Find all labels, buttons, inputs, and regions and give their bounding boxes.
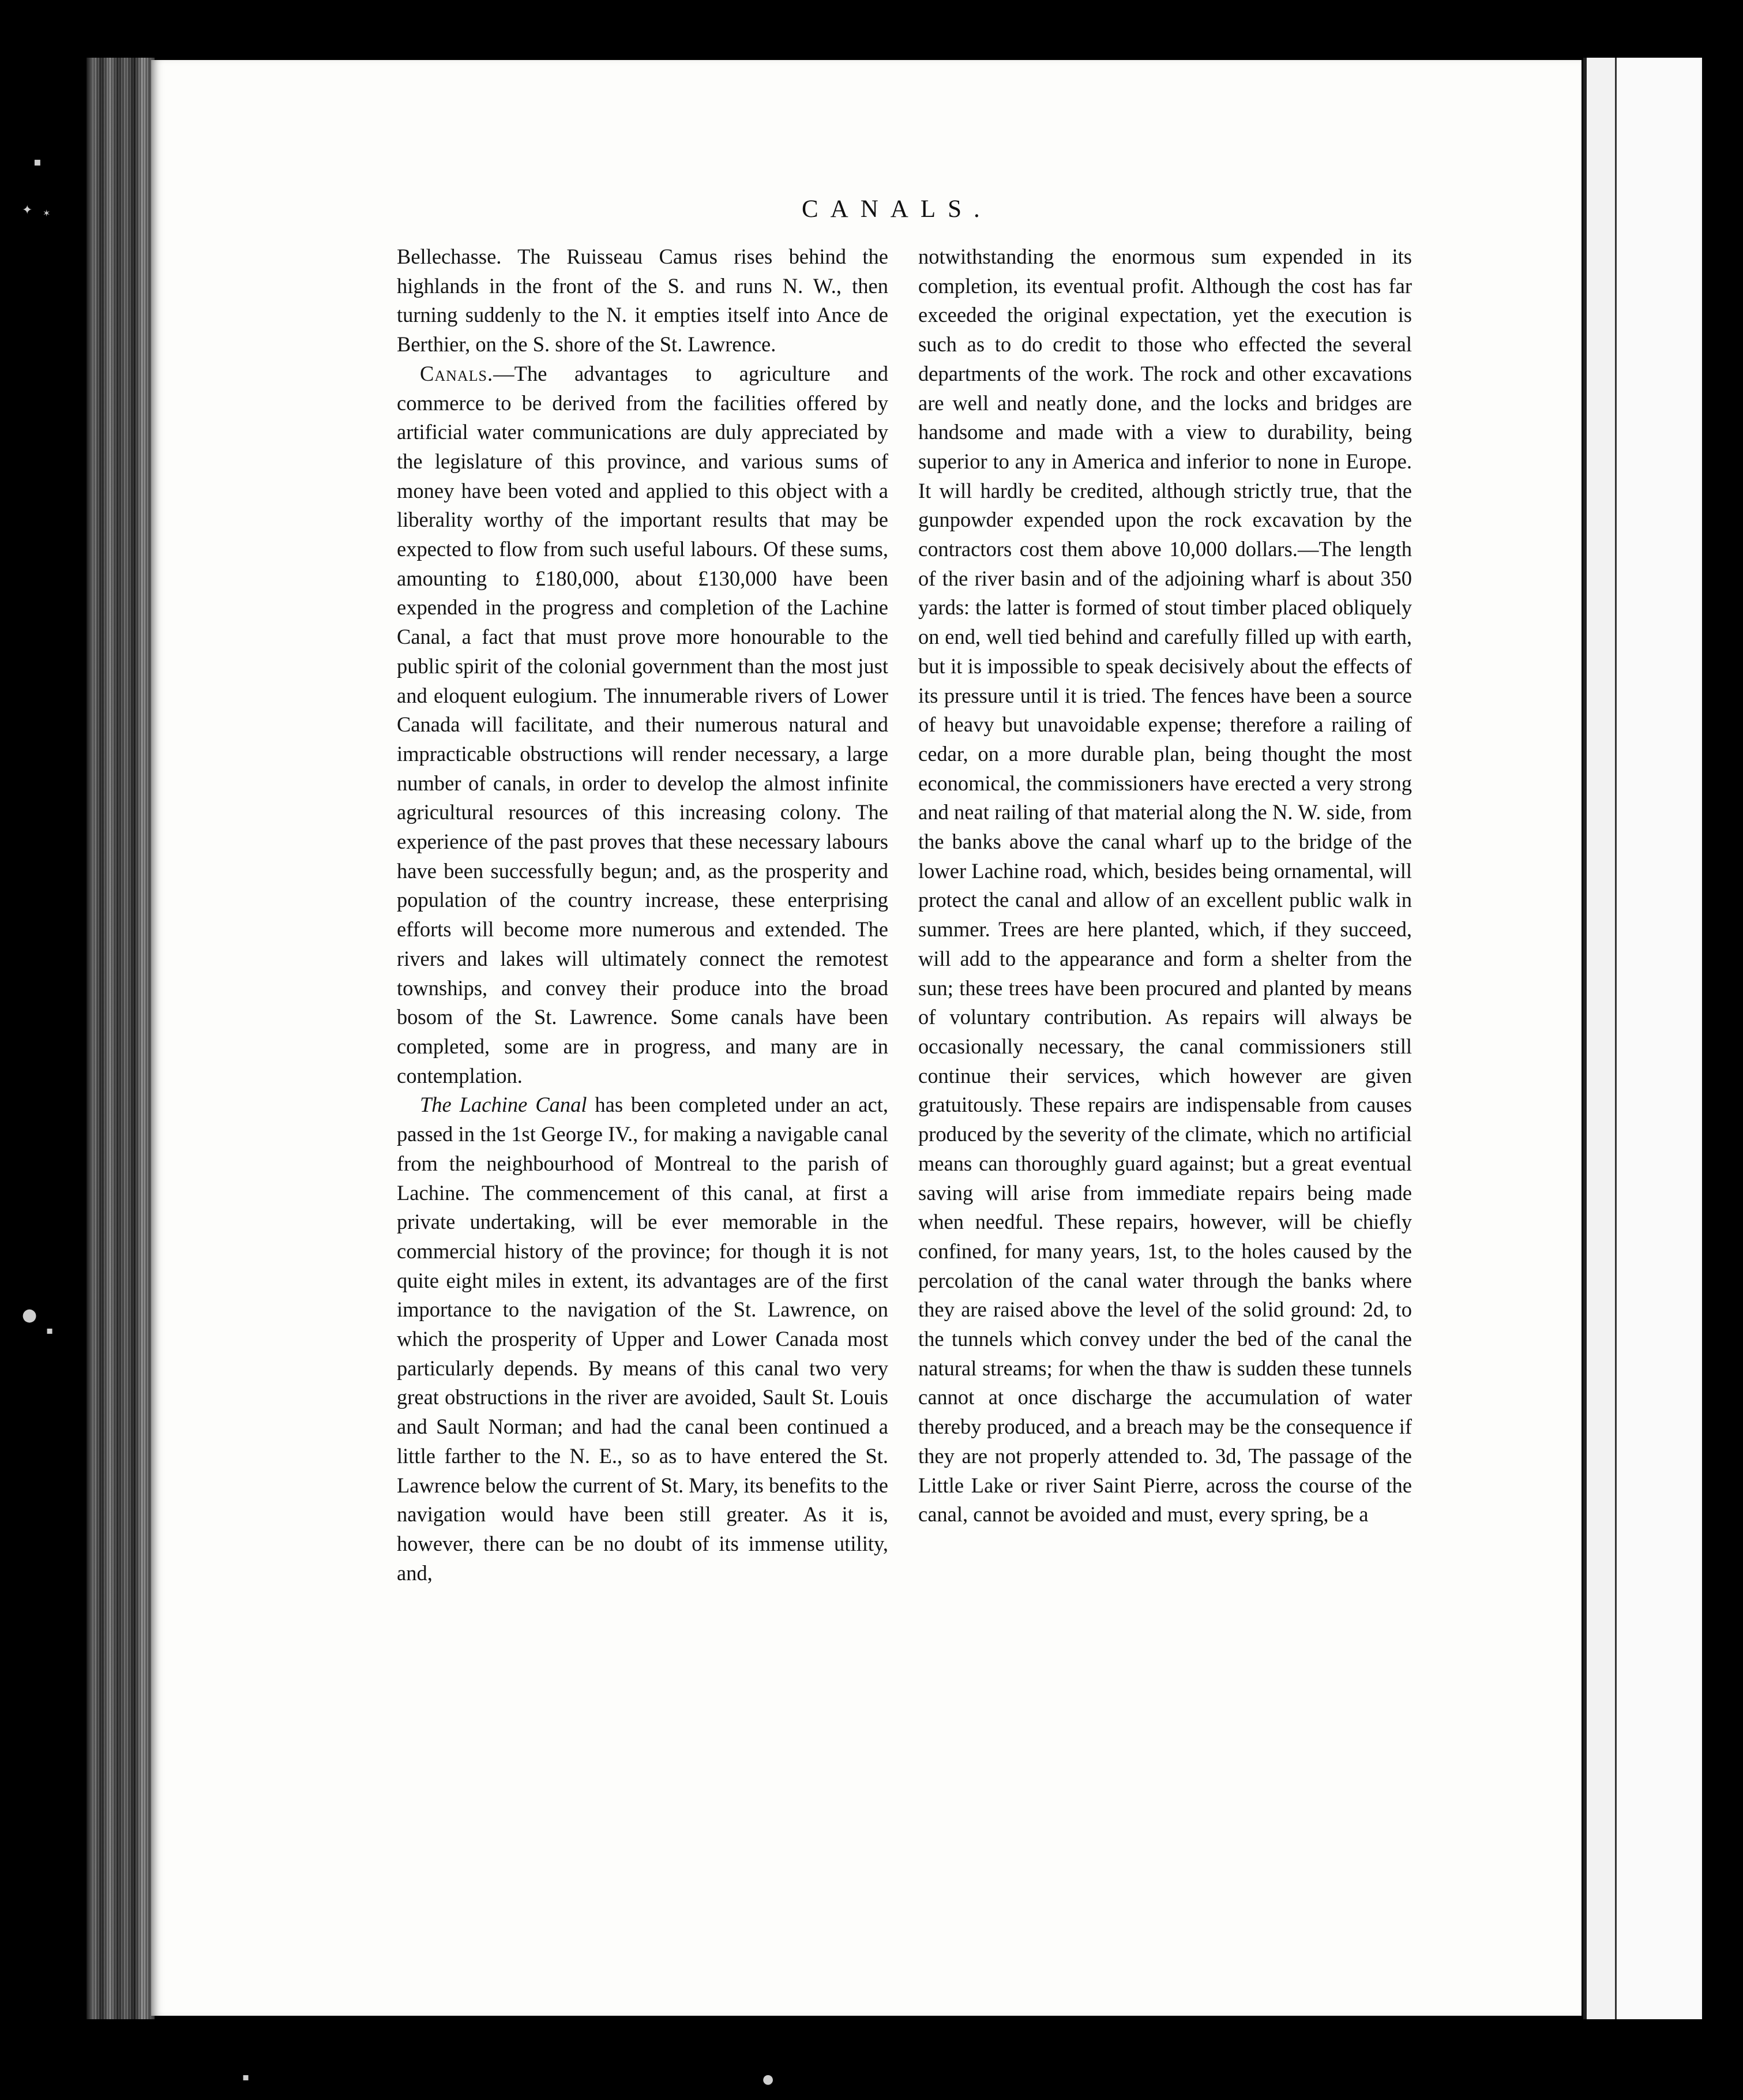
paragraph-text: has been completed under an act, passed in the 1st George IV., for making a navigable canal from the neighbourhood of Montreal to the parish of Lachine. The commencement of this canal, at first a private undertaking, will be ever memorable in the commercial history of the province; for though it is not quite eight miles in extent, its advantages are of the first importance to the navigation of the St. Lawrence, on which the prosperity of Upper and Lower Canada most particularly depends. By means of this canal two very great obstructions in the river are avoided, Sault St. Louis and Sault Norman; and had the canal been continued a little farther to the N. E., so as to have entered the St. Lawrence below the current of St. Mary, its benefits to the navigation would have been still greater. As it is, however, there can be no doubt of its immense utility, and, [397, 1093, 888, 1585]
facing-page-inner-edge [1615, 58, 1700, 2019]
margin-speck: ▪ [242, 2071, 250, 2083]
paragraph [397, 1090, 888, 1588]
right-column [918, 242, 1412, 1529]
margin-speck: ▪ [46, 1325, 54, 1337]
page-edge-lines [92, 58, 150, 2019]
section-lead: Canals. [420, 361, 494, 385]
section-lead: The Lachine Canal [420, 1093, 587, 1117]
left-column [397, 242, 888, 1588]
margin-speck: ✶ [43, 208, 51, 219]
paragraph-text: —The advantages to agriculture and commerce to be derived from the facilities offered by artificial water communications are duly appreciated by the legislature of this province, and various sums of money have been voted and applied to this object with a liberality worthy of the important results that may be expected to flow from such useful labours. Of these sums, amounting to £180,000, about £130,000 have been expended in the progress and completion of the Lachine Canal, a fact that must prove more honourable to the public spirit of the colonial government than the most just and eloquent eulogium. The innumerable rivers of Lower Canada will facilitate, and their numerous natural and impracticable obstructions will render necessary, a large number of canals, in order to develop the almost infinite agricultural resources of this increasing colony. The experience of the past proves that these necessary labours have been successfully begun; and, as the prosperity and population of the country increase, these enterprising efforts will become more numerous and extended. The rivers and lakes will ultimately connect the remotest townships, and convey their produce into the broad bosom of the St. Lawrence. Some canals have been completed, some are in progress, and many are in contemplation. [397, 361, 888, 1088]
margin-speck: ● [22, 1305, 37, 1325]
paragraph: Bellechasse. The Ruisseau Camus rises behind the highlands in the front of the S. and runs N. W., then turning suddenly to the N. it empties itself into Ance de Berthier, on the S. shore of the St. Lawrence. [397, 245, 888, 357]
margin-speck: ▪ [33, 155, 42, 168]
margin-speck: ✦ [22, 203, 33, 217]
paragraph: notwithstanding the enormous sum expended in its completion, its eventual profit. Although the cost has far exceeded the original expectation, yet the execution is such as to do credit to those who effected the several departments of the work. The rock and other excavations are well and neatly done, and the locks and bridges are handsome and made with a view to durability, being superior to any in America and inferior to none in Europe. It will hardly be credited, although strictly true, that the gunpowder expended upon the rock excavation by the contractors cost them above 10,000 dollars.—The length of the river basin and of the adjoining wharf is about 350 yards: the latter is formed of stout timber placed obliquely on end, well tied behind and carefully filled up with earth, but it is impossible to speak decisively about the effects of its pressure until it is tried. The fences have been a source of heavy but unavoidable expense; therefore a railing of cedar, on a more durable plan, being thought the most economical, the commissioners have erected a very strong and neat railing of that material along the N. W. side, from the banks above the canal wharf up to the bridge of the lower Lachine road, which, besides being ornamental, will protect the canal and allow of an excellent public walk in summer. Trees are here planted, which, if they succeed, will add to the appearance and form a shelter from the sun; these trees have been procured and planted by means of voluntary contribution. As repairs will always be occasionally necessary, the canal commissioners still continue their services, which however are given gratuitously. These repairs are indispensable from causes produced by the severity of the climate, which no artificial means can thoroughly guard against; but a great eventual saving will arise from immediate repairs being made when needful. These repairs, however, will be chiefly confined, for many years, 1st, to the holes caused by the percolation of the canal water through the banks where they are raised above the level of the solid ground: 2d, to the tunnels which convey under the bed of the canal the natural streams; for when the thaw is sudden these tunnels cannot at once discharge the accumulation of water thereby produced, and a breach may be the consequence if they are not properly attended to. 3d, The passage of the Little Lake or river Saint Pierre, across the course of the canal, cannot be avoided and must, every spring, be a [918, 245, 1412, 1527]
margin-speck: ● [762, 2072, 774, 2087]
running-head: CANALS. [802, 196, 992, 223]
paragraph [397, 359, 888, 1091]
